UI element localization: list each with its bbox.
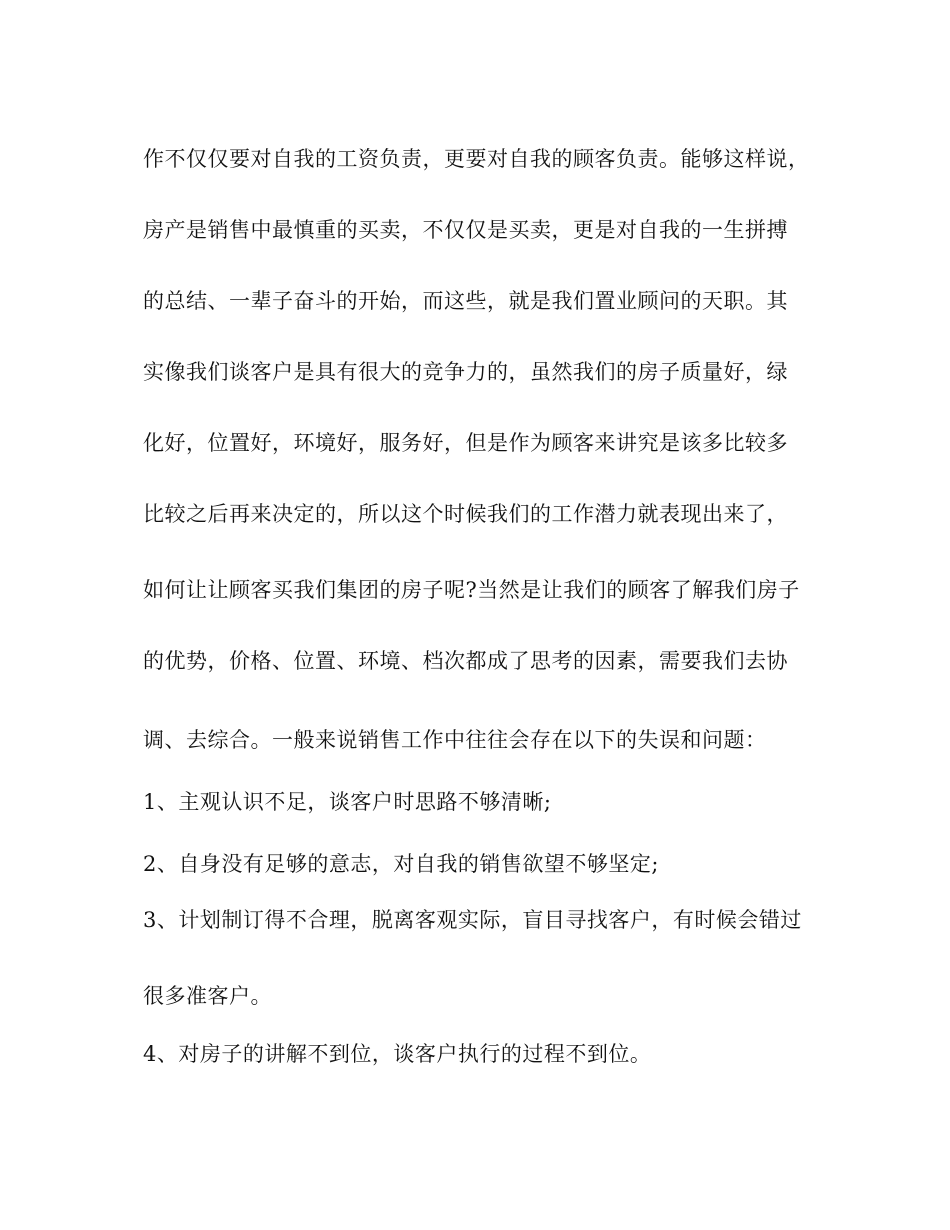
paragraph-line-3: 的总结、一辈子奋斗的开始，而这些，就是我们置业顾问的天职。其: [143, 289, 788, 313]
paragraph-line-7: 如何让让顾客买我们集团的房子呢?当然是让我们的顾客了解我们房子: [143, 578, 800, 602]
paragraph-line-6: 比较之后再来决定的，所以这个时候我们的工作潜力就表现出来了，: [143, 502, 788, 526]
paragraph-line-9: 调、去综合。一般来说销售工作中往往会存在以下的失误和问题：: [143, 728, 767, 752]
list-item-4: 4、对房子的讲解不到位，谈客户执行的过程不到位。: [143, 1042, 652, 1066]
paragraph-line-8: 的优势，价格、位置、环境、档次都成了思考的因素，需要我们去协: [143, 649, 788, 673]
list-item-1: 1、主观认识不足，谈客户时思路不够清晰;: [143, 790, 552, 814]
list-item-3-continued: 很多准客户。: [143, 984, 272, 1008]
paragraph-line-4: 实像我们谈客户是具有很大的竞争力的，虽然我们的房子质量好，绿: [143, 360, 788, 384]
paragraph-line-5: 化好，位置好，环境好，服务好，但是作为顾客来讲究是该多比较多: [143, 431, 788, 455]
paragraph-line-1: 作不仅仅要对自我的工资负责，更要对自我的顾客负责。能够这样说，: [143, 147, 810, 171]
list-item-3: 3、计划制订得不合理，脱离客观实际，盲目寻找客户，有时候会错过: [143, 908, 802, 932]
list-item-2: 2、自身没有足够的意志，对自我的销售欲望不够坚定;: [143, 852, 659, 876]
paragraph-line-2: 房产是销售中最慎重的买卖，不仅仅是买卖，更是对自我的一生拼搏: [143, 218, 788, 242]
